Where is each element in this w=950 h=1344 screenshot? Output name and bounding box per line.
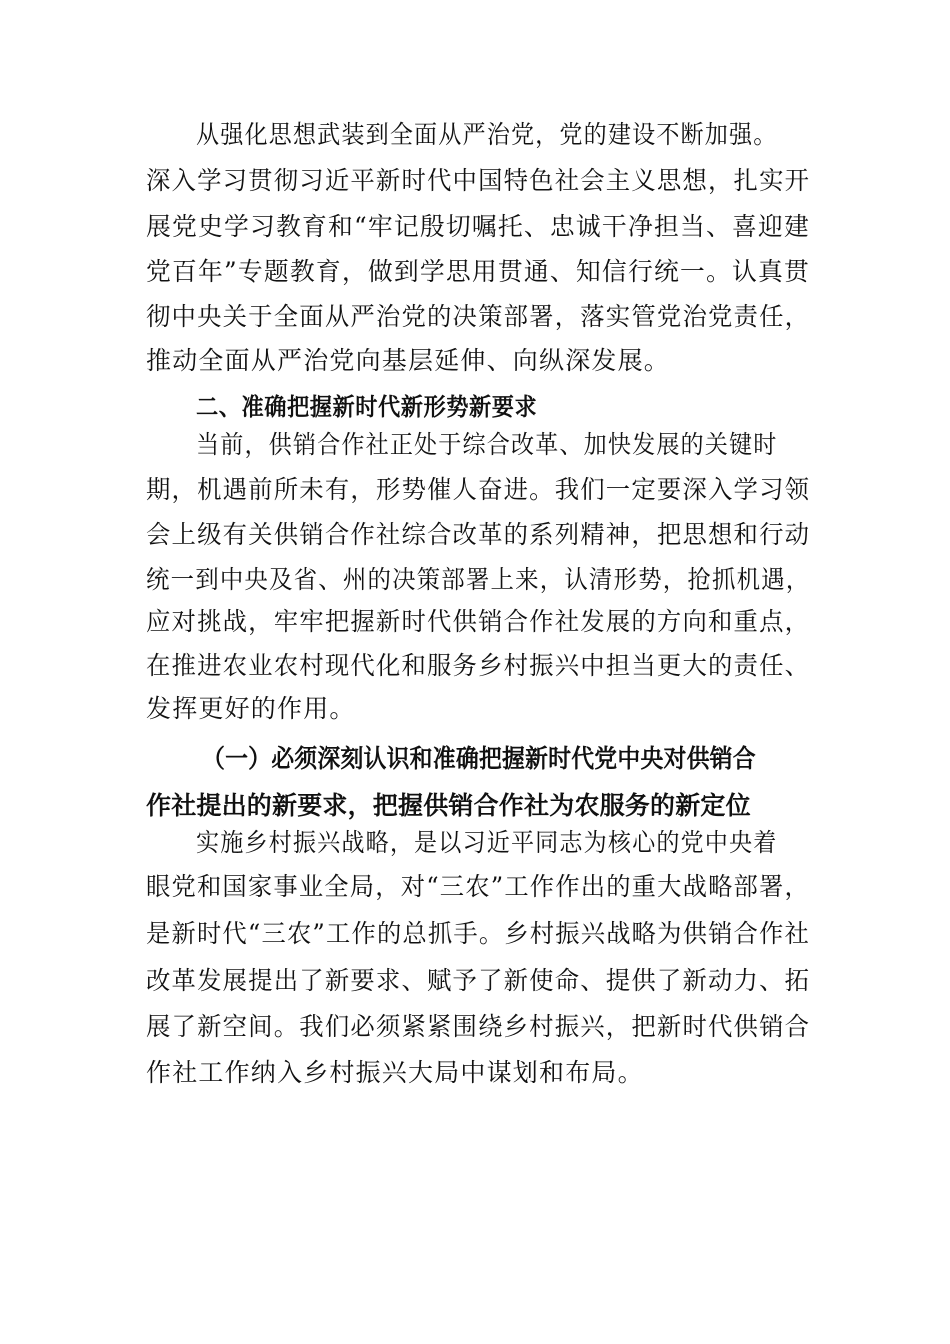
paragraph-1-line-6: 推动全面从严治党向基层延伸、向纵深发展。 (146, 346, 671, 375)
paragraph-1-line-4: 党百年”专题教育，做到学思用贯通、知信行统一。认真贯 (146, 257, 810, 286)
paragraph-3-line-4: 改革发展提出了新要求、赋予了新使命、提供了新动力、拓 (146, 966, 811, 995)
paragraph-2-line-7: 发挥更好的作用。 (146, 694, 356, 723)
subsection-heading-line-2: 作社提出的新要求，把握供销合作社为农服务的新定位 (146, 791, 751, 820)
paragraph-3-line-3: 是新时代“三农”工作的总抓手。乡村振兴战略为供销合作社 (146, 919, 810, 948)
paragraph-2-line-1: 当前，供销合作社正处于综合改革、加快发展的关键时 (196, 430, 778, 459)
paragraph-1-line-2: 深入学习贯彻习近平新时代中国特色社会主义思想，扎实开 (146, 166, 811, 195)
paragraph-3-line-5: 展了新空间。我们必须紧紧围绕乡村振兴，把新时代供销合 (146, 1012, 811, 1041)
paragraph-3-line-2: 眼党和国家事业全局，对“三农”工作作出的重大战略部署， (146, 872, 810, 901)
paragraph-2-line-4: 统一到中央及省、州的决策部署上来，认清形势，抢抓机遇， (146, 565, 811, 594)
section-heading: 二、准确把握新时代新形势新要求 (196, 393, 538, 421)
paragraph-1-line-5: 彻中央关于全面从严治党的决策部署，落实管党治党责任， (146, 302, 811, 331)
paragraph-3-line-6: 作社工作纳入乡村振兴大局中谋划和布局。 (146, 1058, 644, 1087)
paragraph-2-line-3: 会上级有关供销合作社综合改革的系列精神，把思想和行动 (146, 520, 811, 549)
paragraph-1-line-3: 展党史学习教育和“牢记殷切嘱托、忠诚干净担当、喜迎建 (146, 212, 810, 241)
paragraph-2-line-6: 在推进农业农村现代化和服务乡村振兴中担当更大的责任、 (146, 651, 811, 680)
paragraph-2-line-5: 应对挑战，牢牢把握新时代供销合作社发展的方向和重点， (146, 607, 811, 636)
paragraph-3-line-1: 实施乡村振兴战略，是以习近平同志为核心的党中央着 (196, 828, 778, 857)
subsection-heading-line-1: （一）必须深刻认识和准确把握新时代党中央对供销合 (202, 744, 756, 773)
paragraph-1-line-1: 从强化思想武装到全面从严治党，党的建设不断加强。 (196, 120, 778, 149)
paragraph-2-line-2: 期，机遇前所未有，形势催人奋进。我们一定要深入学习领 (146, 475, 811, 504)
